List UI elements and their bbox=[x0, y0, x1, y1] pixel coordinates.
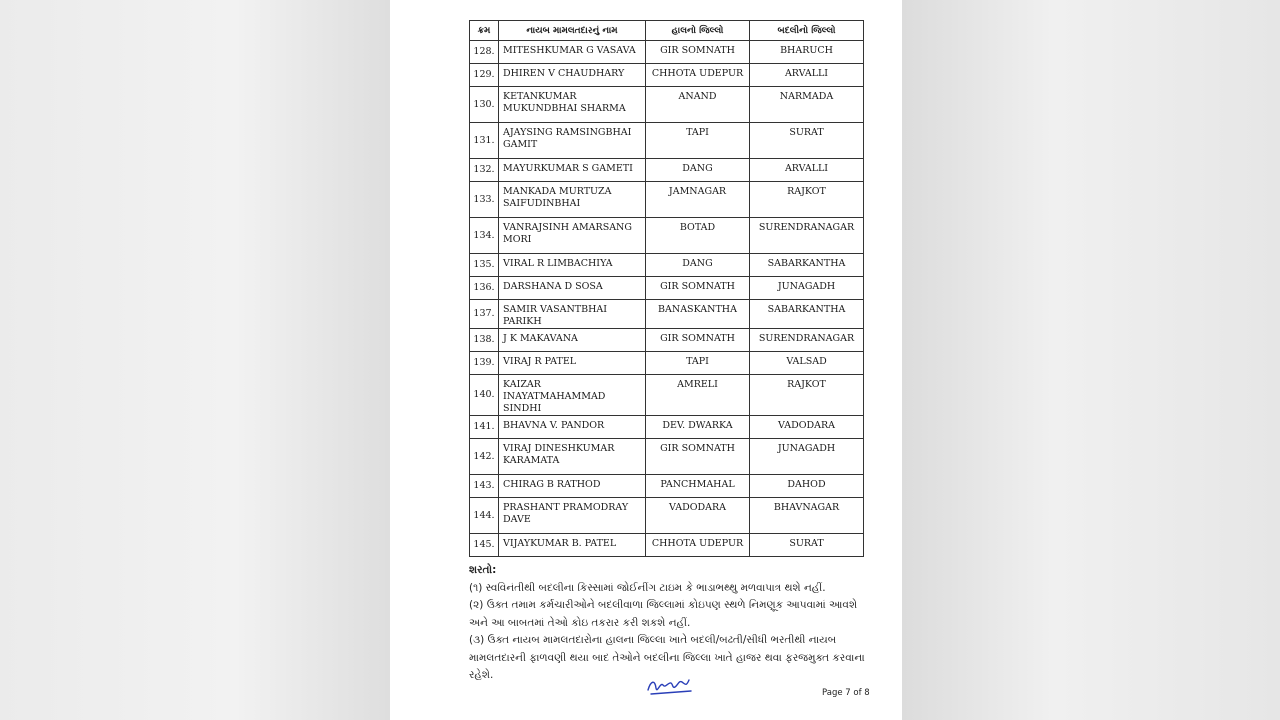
transfer-district: BHARUCH bbox=[750, 41, 864, 64]
row-number: 143. bbox=[470, 475, 499, 498]
current-district: BOTAD bbox=[646, 218, 750, 254]
current-district: CHHOTA UDEPUR bbox=[646, 534, 750, 557]
header-serial: ક્રમ bbox=[470, 21, 499, 41]
transfer-district: VADODARA bbox=[750, 416, 864, 439]
employee-name: J K MAKAVANA bbox=[499, 329, 646, 352]
background-left bbox=[0, 0, 390, 720]
employee-name: DHIREN V CHAUDHARY bbox=[499, 64, 646, 87]
table-row bbox=[470, 254, 864, 277]
current-district: DANG bbox=[646, 159, 750, 182]
table-row bbox=[470, 352, 864, 375]
employee-name: MITESHKUMAR G VASAVA bbox=[499, 41, 646, 64]
employee-name: MANKADA MURTUZA SAIFUDINBHAI bbox=[499, 182, 646, 218]
employee-name: BHAVNA V. PANDOR bbox=[499, 416, 646, 439]
table-row bbox=[470, 329, 864, 352]
signature-mark bbox=[645, 672, 695, 698]
employee-name: DARSHANA D SOSA bbox=[499, 277, 646, 300]
table-row bbox=[470, 182, 864, 218]
transfer-district: JUNAGADH bbox=[750, 277, 864, 300]
conditions-section bbox=[469, 562, 867, 685]
employee-name: SAMIR VASANTBHAI PARIKH bbox=[499, 300, 646, 329]
transfer-district: ARVALLI bbox=[750, 64, 864, 87]
table-row bbox=[470, 416, 864, 439]
employee-name: VANRAJSINH AMARSANG MORI bbox=[499, 218, 646, 254]
row-number: 136. bbox=[470, 277, 499, 300]
current-district: TAPI bbox=[646, 123, 750, 159]
current-district: JAMNAGAR bbox=[646, 182, 750, 218]
current-district: DEV. DWARKA bbox=[646, 416, 750, 439]
current-district: GIR SOMNATH bbox=[646, 41, 750, 64]
table-body bbox=[470, 41, 864, 557]
transfer-district: BHAVNAGAR bbox=[750, 498, 864, 534]
transfer-district: RAJKOT bbox=[750, 182, 864, 218]
employee-name: VIRAJ R PATEL bbox=[499, 352, 646, 375]
current-district: CHHOTA UDEPUR bbox=[646, 64, 750, 87]
table-row bbox=[470, 41, 864, 64]
document-page bbox=[390, 0, 902, 720]
employee-name: CHIRAG B RATHOD bbox=[499, 475, 646, 498]
row-number: 130. bbox=[470, 87, 499, 123]
employee-name: AJAYSING RAMSINGBHAI GAMIT bbox=[499, 123, 646, 159]
transfer-district: SURAT bbox=[750, 123, 864, 159]
table-row bbox=[470, 534, 864, 557]
row-number: 139. bbox=[470, 352, 499, 375]
row-number: 142. bbox=[470, 439, 499, 475]
transfer-district: SABARKANTHA bbox=[750, 300, 864, 329]
header-name: નાયબ મામલતદારનું નામ bbox=[499, 21, 646, 41]
row-number: 138. bbox=[470, 329, 499, 352]
row-number: 131. bbox=[470, 123, 499, 159]
table-row bbox=[470, 159, 864, 182]
row-number: 135. bbox=[470, 254, 499, 277]
employee-name: KAIZAR INAYATMAHAMMAD SINDHI bbox=[499, 375, 646, 416]
table-row bbox=[470, 87, 864, 123]
row-number: 129. bbox=[470, 64, 499, 87]
employee-name: VIJAYKUMAR B. PATEL bbox=[499, 534, 646, 557]
current-district: GIR SOMNATH bbox=[646, 329, 750, 352]
row-number: 145. bbox=[470, 534, 499, 557]
current-district: DANG bbox=[646, 254, 750, 277]
row-number: 134. bbox=[470, 218, 499, 254]
row-number: 141. bbox=[470, 416, 499, 439]
transfer-table bbox=[469, 20, 864, 557]
table-row bbox=[470, 475, 864, 498]
table-row bbox=[470, 439, 864, 475]
row-number: 140. bbox=[470, 375, 499, 416]
row-number: 144. bbox=[470, 498, 499, 534]
table-row bbox=[470, 375, 864, 416]
background-right bbox=[902, 0, 1280, 720]
current-district: PANCHMAHAL bbox=[646, 475, 750, 498]
table-row bbox=[470, 277, 864, 300]
row-number: 137. bbox=[470, 300, 499, 329]
page-number: Page 7 of 8 bbox=[822, 688, 870, 698]
header-transfer-district: બદલીનો જિલ્લો bbox=[750, 21, 864, 41]
row-number: 132. bbox=[470, 159, 499, 182]
transfer-district: SABARKANTHA bbox=[750, 254, 864, 277]
employee-name: KETANKUMAR MUKUNDBHAI SHARMA bbox=[499, 87, 646, 123]
header-current-district: હાલનો જિલ્લો bbox=[646, 21, 750, 41]
current-district: AMRELI bbox=[646, 375, 750, 416]
employee-name: PRASHANT PRAMODRAY DAVE bbox=[499, 498, 646, 534]
transfer-district: JUNAGADH bbox=[750, 439, 864, 475]
conditions-heading: શરતો: bbox=[469, 564, 497, 576]
transfer-district: SURAT bbox=[750, 534, 864, 557]
condition-item: (૨) ઉક્ત તમામ કર્મચારીઓને બદલીવાળા જિલ્લામાં કોઇપણ સ્થળે નિમણૂક આપવામાં આવશે અને આ બાબતમાં તેઓ કોઇ તકરાર કરી શકશે નહીં. bbox=[469, 599, 858, 629]
table-row bbox=[470, 123, 864, 159]
table-header-row bbox=[470, 21, 864, 41]
current-district: TAPI bbox=[646, 352, 750, 375]
row-number: 133. bbox=[470, 182, 499, 218]
current-district: ANAND bbox=[646, 87, 750, 123]
transfer-district: SURENDRANAGAR bbox=[750, 329, 864, 352]
transfer-district: DAHOD bbox=[750, 475, 864, 498]
table-row bbox=[470, 64, 864, 87]
transfer-district: RAJKOT bbox=[750, 375, 864, 416]
employee-name: VIRAL R LIMBACHIYA bbox=[499, 254, 646, 277]
employee-name: VIRAJ DINESHKUMAR KARAMATA bbox=[499, 439, 646, 475]
transfer-district: ARVALLI bbox=[750, 159, 864, 182]
condition-item: (૧) સ્વવિનંતીથી બદલીના કિસ્સામાં જોઈનીંગ ટાઇમ કે ભાડાભથ્થુ મળવાપાત્ર થશે નહીં. bbox=[469, 581, 826, 594]
transfer-district: NARMADA bbox=[750, 87, 864, 123]
condition-item: (૩) ઉક્ત નાયબ મામલતદારોના હાલના જિલ્લા ખાતે બદલી/બઢતી/સીધી ભરતીથી નાયબ મામલતદારની ફાળવણી થયા બાદ તેઓને બદલીના જિલ્લા ખાતે હાજર થવા ફરજમુક્ત કરવાના રહેશે. bbox=[469, 634, 865, 681]
row-number: 128. bbox=[470, 41, 499, 64]
transfer-district: SURENDRANAGAR bbox=[750, 218, 864, 254]
table-row bbox=[470, 300, 864, 329]
current-district: BANASKANTHA bbox=[646, 300, 750, 329]
current-district: GIR SOMNATH bbox=[646, 439, 750, 475]
current-district: GIR SOMNATH bbox=[646, 277, 750, 300]
employee-name: MAYURKUMAR S GAMETI bbox=[499, 159, 646, 182]
transfer-district: VALSAD bbox=[750, 352, 864, 375]
table-row bbox=[470, 218, 864, 254]
current-district: VADODARA bbox=[646, 498, 750, 534]
table-row bbox=[470, 498, 864, 534]
